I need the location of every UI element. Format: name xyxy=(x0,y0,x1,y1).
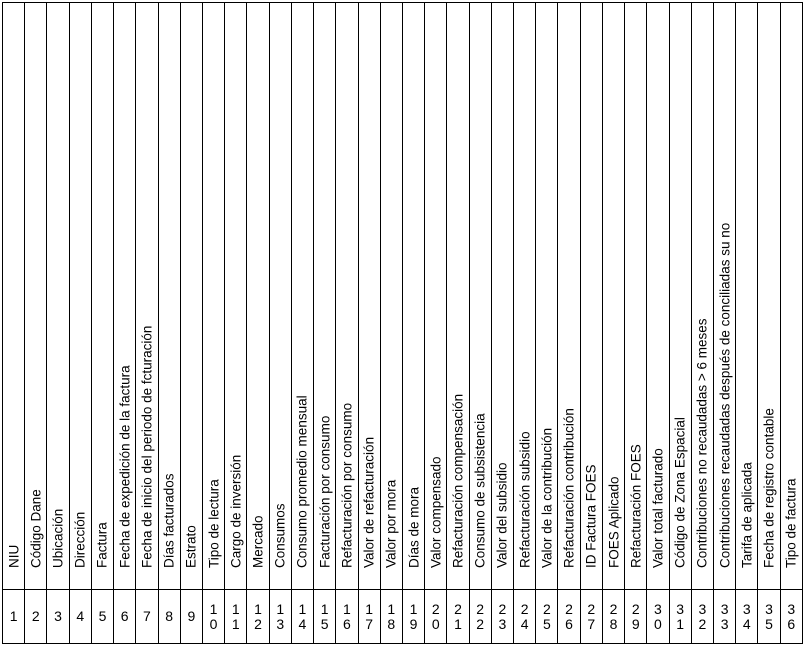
column-number-cell xyxy=(358,590,380,644)
column-label: FOES Aplicado xyxy=(605,475,621,568)
column-label: Valor total facturado xyxy=(650,447,666,568)
column-label: Valor compensado xyxy=(428,455,444,568)
column-number-cell xyxy=(447,590,469,644)
column-label: Estrato xyxy=(183,524,199,568)
column-number: 1 1 xyxy=(231,600,240,632)
column-label: Refacturación FOES xyxy=(627,443,643,568)
column-number: 1 9 xyxy=(409,600,418,632)
column-header-cell xyxy=(3,3,25,590)
column-number: 2 8 xyxy=(609,600,618,632)
column-label: Refacturación compensación xyxy=(450,393,466,568)
column-number: 3 4 xyxy=(742,600,751,632)
column-number-cell xyxy=(714,590,736,644)
column-number-cell xyxy=(47,590,69,644)
column-number-cell xyxy=(647,590,669,644)
column-label: Fecha de registro contable xyxy=(761,407,777,568)
column-label: Refacturación subsidio xyxy=(516,430,532,568)
column-number-cell xyxy=(25,590,47,644)
column-header-cell xyxy=(558,3,580,590)
column-header-cell xyxy=(269,3,291,590)
column-header-cell xyxy=(247,3,269,590)
column-header-cell xyxy=(469,3,491,590)
column-number: 2 4 xyxy=(520,600,529,632)
column-number: 1 3 xyxy=(276,600,285,632)
column-label: Valor por mora xyxy=(383,479,399,568)
column-number-cell xyxy=(625,590,647,644)
column-header-cell xyxy=(380,3,402,590)
column-label: Refacturación contribución xyxy=(561,407,577,568)
column-number: 2 5 xyxy=(542,600,551,632)
column-number: 1 5 xyxy=(320,600,329,632)
column-number-cell xyxy=(225,590,247,644)
column-number: 7 xyxy=(143,608,151,624)
number-row xyxy=(3,590,803,644)
column-label: Consumo de subsistencia xyxy=(472,412,488,568)
column-number-cell xyxy=(669,590,691,644)
column-header-cell xyxy=(580,3,602,590)
column-number: 2 2 xyxy=(476,600,485,632)
column-number: 8 xyxy=(165,608,174,624)
column-header-cell xyxy=(514,3,536,590)
column-label: Factura xyxy=(94,521,110,568)
column-header-cell xyxy=(602,3,624,590)
column-header-cell xyxy=(691,3,713,590)
column-header-cell xyxy=(536,3,558,590)
column-label: Mercado xyxy=(250,514,266,568)
column-label: Contribuciones no recaudadas > 6 meses xyxy=(694,317,710,568)
column-label: Código de Zona Espacial xyxy=(672,416,688,568)
column-number-cell xyxy=(91,590,113,644)
column-header-cell xyxy=(736,3,758,590)
column-label: Tipo de factura xyxy=(783,477,799,568)
column-number-cell xyxy=(202,590,224,644)
column-number-cell xyxy=(158,590,180,644)
column-number-cell xyxy=(291,590,313,644)
column-number-cell xyxy=(469,590,491,644)
column-header-cell xyxy=(647,3,669,590)
column-label: Valor de refacturación xyxy=(361,436,377,568)
column-number: 2 xyxy=(31,608,40,624)
column-number: 3 0 xyxy=(654,600,662,632)
column-number-cell xyxy=(514,590,536,644)
column-number: 2 6 xyxy=(565,600,573,632)
column-header-cell xyxy=(225,3,247,590)
column-number-cell xyxy=(558,590,580,644)
column-number-cell xyxy=(314,590,336,644)
column-number: 1 7 xyxy=(365,600,373,632)
column-label: Consumo promedio mensual xyxy=(294,394,310,568)
column-label: Cargo de inversión xyxy=(228,454,244,568)
column-header-cell xyxy=(625,3,647,590)
column-number: 1 4 xyxy=(298,600,307,632)
column-number-cell xyxy=(136,590,158,644)
column-number: 1 xyxy=(9,608,18,624)
header-row xyxy=(3,3,803,590)
column-label: Tipo de lectura xyxy=(205,478,221,568)
column-label: Contribuciones recaudadas después de conciliadas su no xyxy=(716,222,732,568)
column-number: 3 5 xyxy=(765,600,773,632)
column-number: 9 xyxy=(187,608,196,624)
column-label: Consumos xyxy=(272,502,288,568)
column-header-cell xyxy=(136,3,158,590)
column-number-cell xyxy=(580,590,602,644)
column-label: NIU xyxy=(5,544,21,568)
column-number: 2 1 xyxy=(454,600,462,632)
column-number: 1 6 xyxy=(342,600,351,632)
column-header-cell xyxy=(180,3,202,590)
column-label: Fecha de expedición de la factura xyxy=(116,364,132,568)
column-number: 1 0 xyxy=(209,600,218,632)
column-number-cell xyxy=(691,590,713,644)
column-header-cell xyxy=(47,3,69,590)
column-number-cell xyxy=(114,590,136,644)
column-number: 2 0 xyxy=(431,600,440,632)
column-header-cell xyxy=(69,3,91,590)
column-label: Refacturación por consumo xyxy=(339,402,355,568)
column-header-cell xyxy=(202,3,224,590)
column-number-cell xyxy=(402,590,424,644)
column-number: 2 7 xyxy=(587,600,596,632)
column-number: 2 3 xyxy=(498,600,507,632)
column-header-cell xyxy=(780,3,802,590)
column-header-cell xyxy=(158,3,180,590)
column-number: 5 xyxy=(98,608,107,624)
column-header-cell xyxy=(291,3,313,590)
column-label: ID Factura FOES xyxy=(583,463,599,568)
column-label: Valor del subsidio xyxy=(494,461,510,568)
column-header-cell xyxy=(358,3,380,590)
column-label: Facturación por consumo xyxy=(316,415,332,568)
column-header-cell xyxy=(114,3,136,590)
column-label: Tarifa de aplicada xyxy=(739,461,755,568)
column-header-cell xyxy=(25,3,47,590)
column-number: 3 1 xyxy=(676,600,685,632)
column-number: 3 6 xyxy=(787,600,796,632)
column-header-cell xyxy=(714,3,736,590)
column-number: 4 xyxy=(76,608,85,624)
column-number-cell xyxy=(536,590,558,644)
column-number: 1 8 xyxy=(387,600,396,632)
column-number-cell xyxy=(3,590,25,644)
column-number-cell xyxy=(180,590,202,644)
column-number-cell xyxy=(780,590,802,644)
column-header-cell xyxy=(91,3,113,590)
column-header-cell xyxy=(669,3,691,590)
column-label: Valor de la contribución xyxy=(539,427,555,568)
column-number: 3 xyxy=(54,608,62,624)
column-number: 6 xyxy=(120,608,129,624)
column-label: Días facturados xyxy=(161,472,177,568)
column-header-cell xyxy=(402,3,424,590)
column-label: Días de mora xyxy=(405,486,421,568)
field-table xyxy=(2,2,803,644)
column-label: Dirección xyxy=(72,511,88,568)
column-header-cell xyxy=(447,3,469,590)
column-number-cell xyxy=(269,590,291,644)
column-number-cell xyxy=(602,590,624,644)
column-number-cell xyxy=(758,590,780,644)
column-number-cell xyxy=(69,590,91,644)
column-header-cell xyxy=(425,3,447,590)
column-number-cell xyxy=(247,590,269,644)
column-number: 3 2 xyxy=(698,600,707,632)
column-number-cell xyxy=(425,590,447,644)
column-number-cell xyxy=(336,590,358,644)
column-label: Fecha de inicio del periodo de fcturación xyxy=(139,325,155,568)
column-number: 2 9 xyxy=(631,600,640,632)
column-header-cell xyxy=(314,3,336,590)
column-header-cell xyxy=(491,3,513,590)
column-number: 1 2 xyxy=(254,600,262,632)
column-header-cell xyxy=(336,3,358,590)
column-label: Código Dane xyxy=(28,488,44,568)
column-label: Ubicación xyxy=(50,508,66,568)
column-number: 3 3 xyxy=(720,600,729,632)
column-header-cell xyxy=(758,3,780,590)
column-number-cell xyxy=(491,590,513,644)
column-number-cell xyxy=(736,590,758,644)
column-number-cell xyxy=(380,590,402,644)
